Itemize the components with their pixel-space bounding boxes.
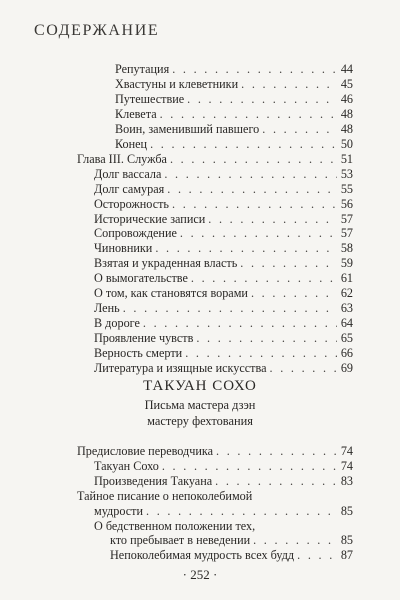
toc-entry bbox=[94, 361, 353, 375]
toc-entry-page: 45 bbox=[340, 76, 353, 91]
toc-entry-title: Литература и изящные искусства bbox=[94, 361, 267, 375]
toc-leader bbox=[160, 107, 337, 121]
toc-entry-title: Клевета bbox=[115, 106, 157, 121]
toc-leader bbox=[241, 77, 337, 91]
toc-entry-page: 46 bbox=[340, 91, 353, 106]
toc-entry-page: 85 bbox=[340, 533, 353, 548]
toc-entry bbox=[94, 504, 353, 518]
toc-entry-title: Долг вассала bbox=[94, 166, 162, 181]
toc-leader bbox=[123, 301, 337, 315]
toc-leader bbox=[155, 241, 337, 255]
toc-entry-page: 64 bbox=[340, 316, 353, 331]
toc-leader bbox=[150, 137, 337, 151]
toc-entry-title: Такуан Сохо bbox=[94, 458, 159, 473]
toc-entry bbox=[94, 331, 353, 345]
toc-entry-page: 57 bbox=[340, 226, 353, 241]
toc-entry-title: Воин, заменивший павшего bbox=[115, 121, 260, 136]
toc-leader bbox=[180, 226, 337, 240]
toc-leader bbox=[187, 92, 337, 106]
toc-entry-page: 58 bbox=[340, 241, 353, 256]
toc-entry-page: 85 bbox=[340, 503, 353, 518]
toc-entry-page: 74 bbox=[340, 444, 353, 458]
toc-entry-title: кто пребывает в неведении bbox=[110, 533, 251, 548]
toc-entry bbox=[94, 286, 353, 300]
toc-leader bbox=[216, 444, 337, 458]
toc-leader bbox=[215, 474, 337, 488]
toc-entry-title: Взятая и украденная власть bbox=[94, 256, 238, 271]
toc-leader bbox=[164, 167, 337, 181]
toc-entry-title: Проявление чувств bbox=[94, 331, 194, 346]
toc-entry-page: 83 bbox=[340, 473, 353, 488]
page-number: · 252 · bbox=[182, 567, 218, 582]
toc-entry-page: 50 bbox=[340, 136, 353, 151]
toc-leader bbox=[240, 256, 337, 270]
toc-entry bbox=[94, 167, 353, 181]
toc-leader bbox=[253, 533, 337, 547]
toc-leader bbox=[297, 548, 337, 562]
toc-entry bbox=[110, 533, 353, 547]
page-header: СОДЕРЖАНИЕ bbox=[34, 22, 160, 39]
toc-entry bbox=[94, 474, 353, 488]
toc-entry bbox=[94, 316, 353, 330]
toc-entry-page: 62 bbox=[340, 286, 353, 301]
toc-entry-page: 53 bbox=[340, 166, 353, 181]
toc-leader bbox=[208, 212, 337, 226]
toc-entry-title: Осторожность bbox=[94, 196, 169, 211]
toc-entry bbox=[115, 137, 353, 151]
toc-entry bbox=[94, 197, 353, 211]
toc-entry-page: 56 bbox=[340, 196, 353, 211]
toc-entry bbox=[77, 444, 353, 458]
toc-leader bbox=[162, 459, 337, 473]
toc-leader bbox=[251, 286, 337, 300]
toc-entry-page: 48 bbox=[340, 106, 353, 121]
toc-entry-title: Непоколебимая мудрость всех будд bbox=[110, 548, 295, 563]
toc-entry bbox=[94, 226, 353, 240]
toc-entry-page: 59 bbox=[340, 256, 353, 271]
toc-leader bbox=[185, 346, 337, 360]
toc-entry bbox=[115, 62, 353, 76]
toc-entry-page: 74 bbox=[340, 458, 353, 473]
toc-leader bbox=[191, 271, 337, 285]
toc-entry-page: 87 bbox=[340, 548, 353, 563]
toc-entry-title: О том, как становятся ворами bbox=[94, 286, 248, 301]
toc-entry-title: Лень bbox=[94, 301, 120, 316]
toc-entry-page: 69 bbox=[340, 361, 353, 375]
toc-leader bbox=[167, 182, 337, 196]
toc-entry bbox=[94, 459, 353, 473]
toc-entry-page: 57 bbox=[340, 211, 353, 226]
toc-entry-page: 61 bbox=[340, 271, 353, 286]
toc-entry bbox=[94, 271, 353, 285]
toc-entry bbox=[94, 256, 353, 270]
toc-chapter-entry bbox=[77, 152, 353, 166]
toc-entry-title: Предисловие переводчика bbox=[77, 444, 214, 458]
toc-leader bbox=[172, 62, 337, 76]
toc-leader bbox=[262, 122, 337, 136]
toc-entry-title: Сопровождение bbox=[94, 226, 177, 241]
toc-entry-page: 63 bbox=[340, 301, 353, 316]
section-subtitle-line-1: Письма мастера дзэн bbox=[144, 398, 256, 412]
toc-entry-page: 48 bbox=[340, 121, 353, 136]
toc-leader bbox=[172, 197, 337, 211]
toc-entry-title: Долг самурая bbox=[94, 181, 165, 196]
toc-entry-page: 65 bbox=[340, 331, 353, 346]
toc-entry-title: В дороге bbox=[94, 316, 140, 331]
toc-entry-title: Хвастуны и клеветники bbox=[115, 76, 239, 91]
toc-entry bbox=[115, 107, 353, 121]
toc-entry-title-line: Тайное писание о непоколебимой bbox=[77, 488, 253, 503]
toc-leader bbox=[196, 331, 337, 345]
toc-entry-title: Верность смерти bbox=[94, 346, 183, 361]
toc-entry bbox=[110, 548, 353, 562]
toc-entry bbox=[115, 122, 353, 136]
toc-entry-page: 66 bbox=[340, 346, 353, 361]
toc-entry bbox=[94, 212, 353, 226]
toc-entry-title: Путешествие bbox=[115, 91, 185, 106]
toc-entry bbox=[94, 241, 353, 255]
toc-entry-title: мудрости bbox=[94, 503, 143, 518]
toc-entry bbox=[94, 301, 353, 315]
toc-entry-title: Произведения Такуана bbox=[94, 473, 213, 488]
toc-entry bbox=[115, 77, 353, 91]
toc-leader bbox=[146, 504, 337, 518]
toc-entry-title: Глава III. Служба bbox=[77, 151, 167, 166]
toc-entry-title: Исторические записи bbox=[94, 211, 206, 226]
toc-entry-page: 55 bbox=[340, 181, 353, 196]
toc-entry-title: Конец bbox=[115, 136, 148, 151]
toc-entry-title: О вымогательстве bbox=[94, 271, 188, 286]
toc-entry-title: Чиновники bbox=[94, 241, 153, 256]
toc-leader bbox=[143, 316, 337, 330]
toc-entry-title-line: О бедственном положении тех, bbox=[94, 518, 256, 533]
toc-leader bbox=[170, 152, 337, 166]
section-title: ТАКУАН СОХО bbox=[143, 378, 257, 394]
toc-leader bbox=[270, 361, 337, 375]
section-subtitle-line-2: мастеру фехтования bbox=[147, 414, 253, 428]
toc-entry-title: Репутация bbox=[115, 62, 170, 76]
toc-entry bbox=[94, 182, 353, 196]
toc-entry bbox=[115, 92, 353, 106]
toc-entry bbox=[94, 346, 353, 360]
toc-entry-page: 51 bbox=[340, 151, 353, 166]
toc-entry-page: 44 bbox=[340, 62, 353, 76]
